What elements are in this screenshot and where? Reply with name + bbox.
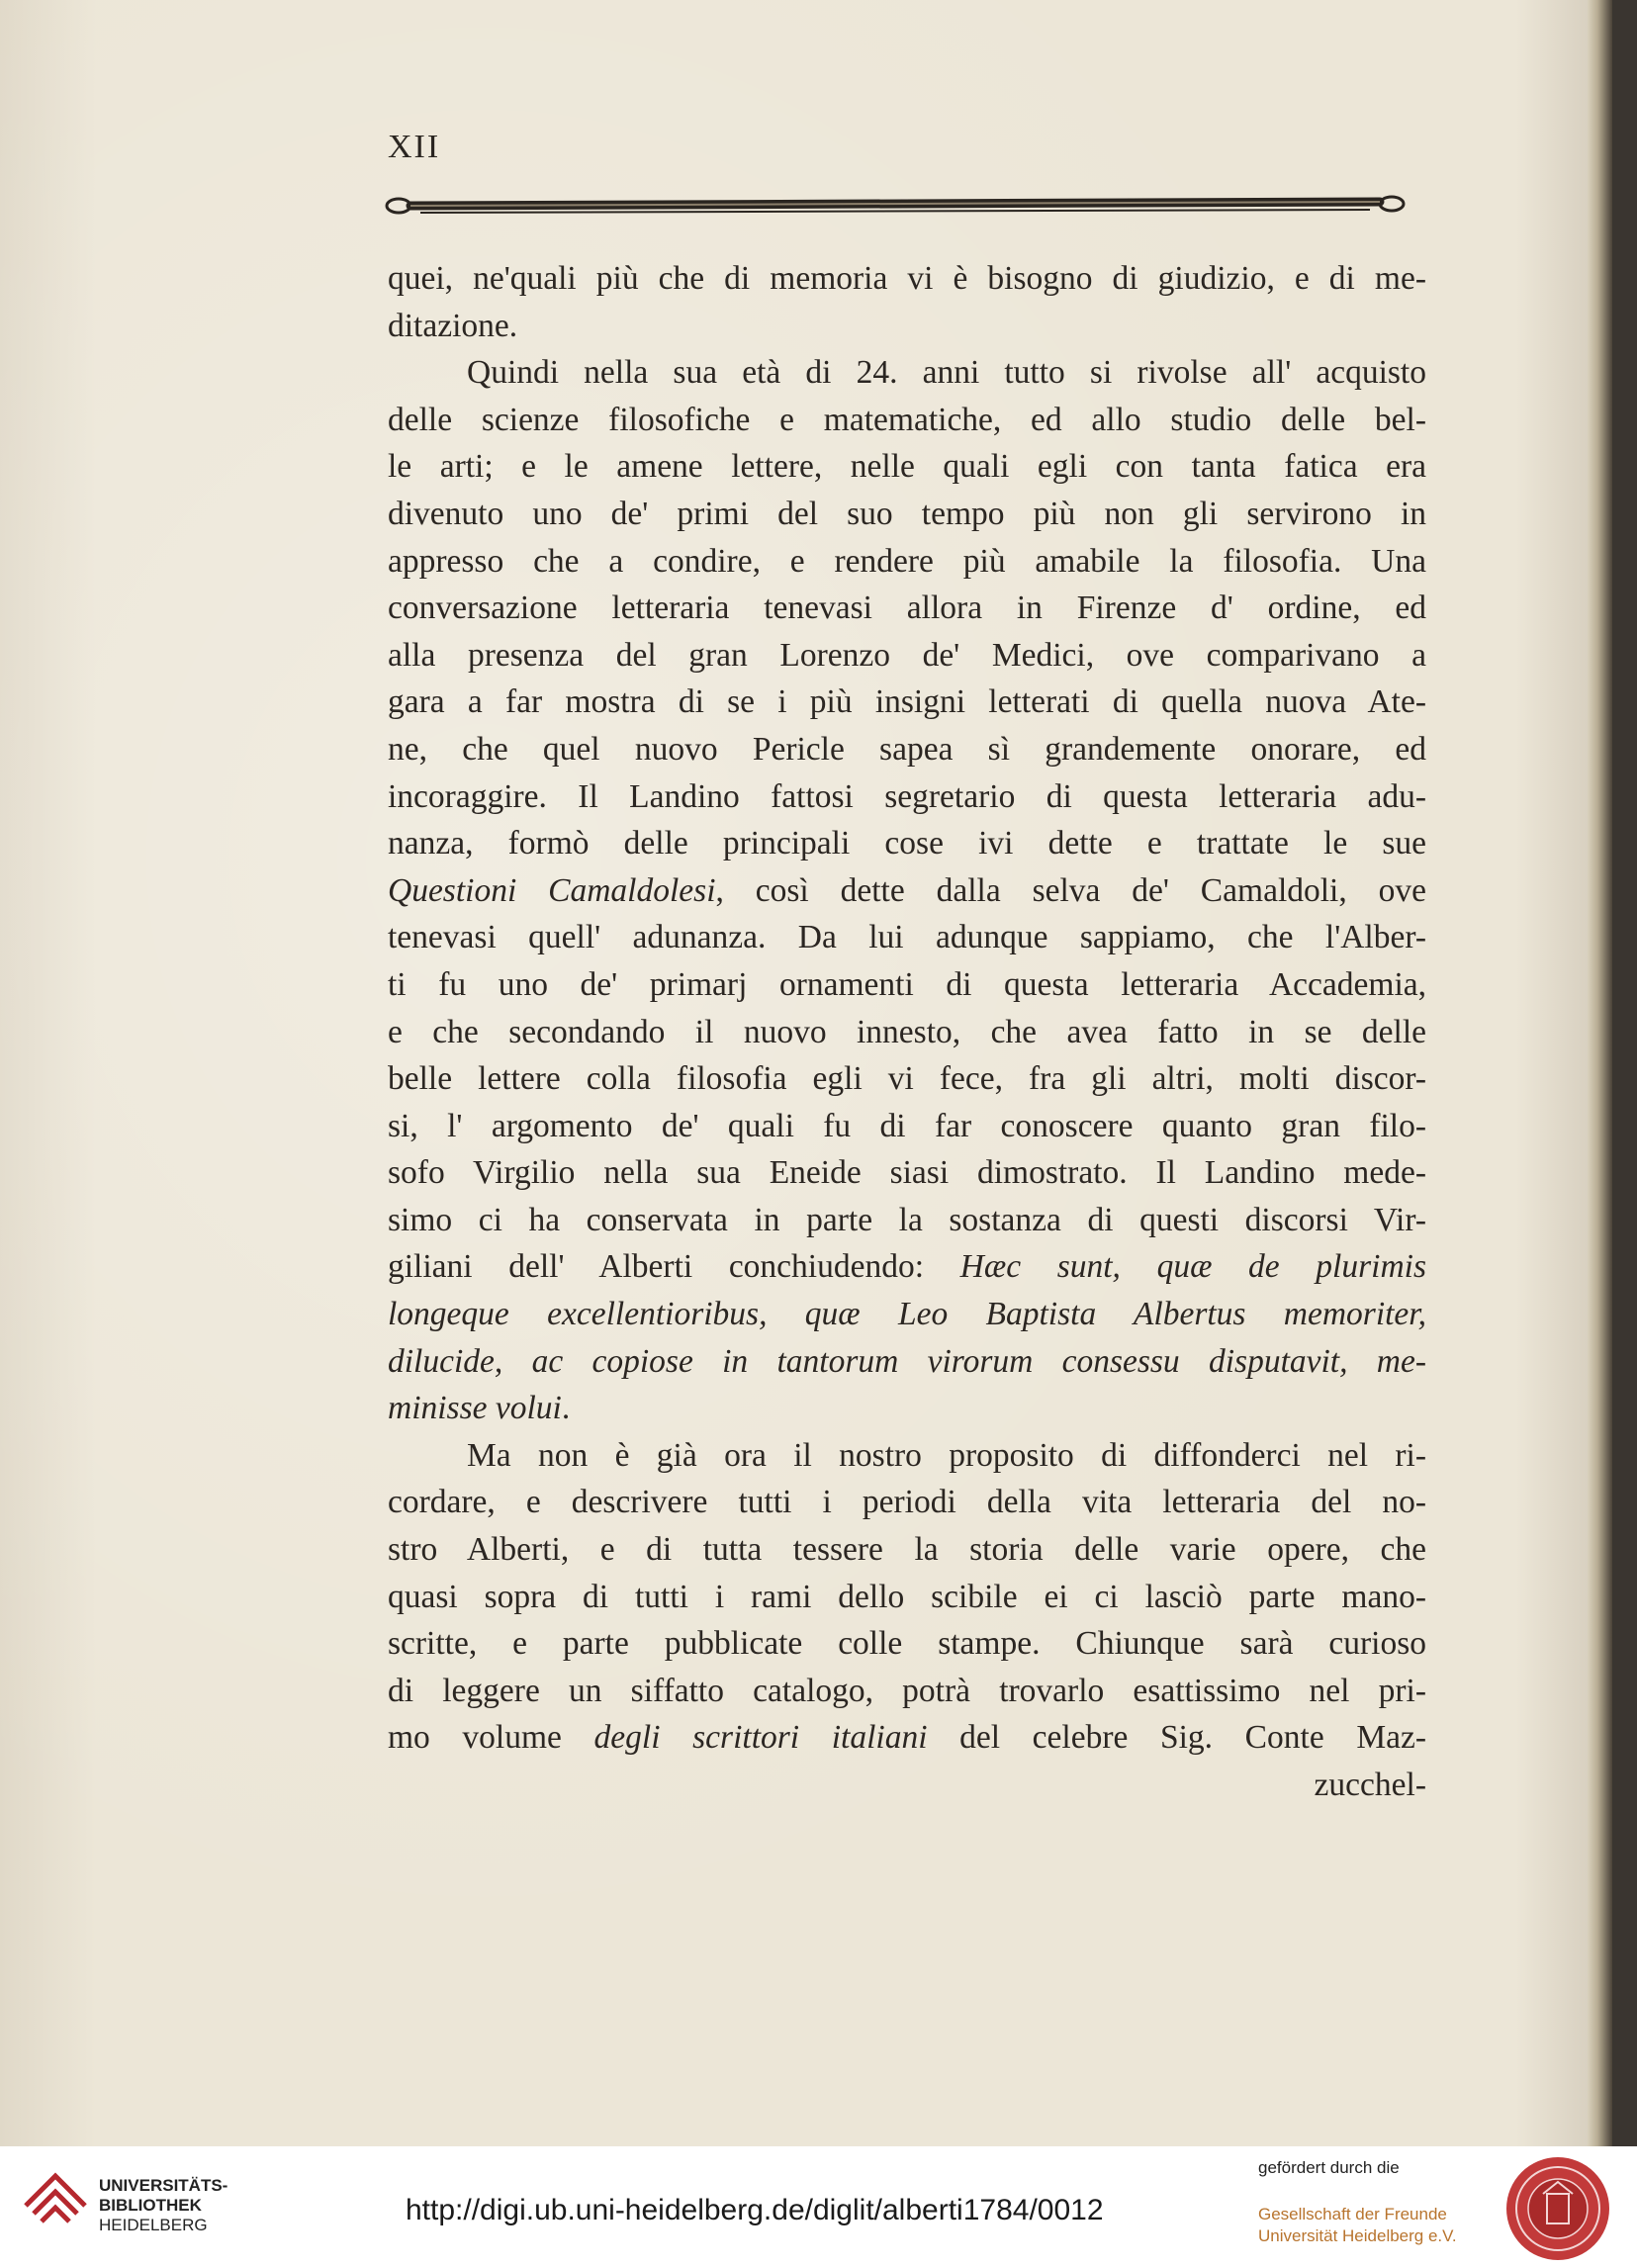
text-span: sofo Virgilio nella sua Eneide siasi dimostrato. Il Landino mede- [388,1154,1426,1192]
ub-logo-icon [16,2166,95,2245]
text-span: gara a far mostra di se i più insigni letterati di quella nuova Ate- [388,683,1426,721]
italic-span: longeque excellentioribus, quæ Leo Baptista Albertus memoriter, [388,1296,1426,1333]
text-line [388,585,1426,632]
text-span: quei, ne'quali più che di memoria vi è bisogno di giudizio, e di me- [388,260,1426,297]
body-text [388,255,1426,1809]
text-line [388,1714,1426,1762]
italic-span: dilucide, ac copiose in tantorum virorum consessu disputavit, me- [388,1342,1426,1380]
text-line [388,773,1426,821]
text-span: ti fu uno de' primarj ornamenti di questa letteraria Accademia, [388,965,1426,1003]
text-span: zucchel- [1314,1767,1426,1803]
text-span: mo volume [388,1719,594,1757]
text-line [388,1574,1426,1621]
text-line [388,1149,1426,1197]
page-number: XII [388,129,441,165]
text-line [388,538,1426,586]
text-line [388,397,1426,444]
text-span: appresso che a condire, e rendere più amabile la filosofia. Una [388,542,1426,580]
text-span: quasi sopra di tutti i rami dello scibile ei ci lasciò parte mano- [388,1578,1426,1615]
text-span: Ma non è già ora il nostro proposito di diffonderci nel ri- [467,1436,1426,1474]
italic-span: Questioni Camaldolesi [388,871,716,909]
footer-bar [0,2146,1637,2268]
text-span: ditazione. [388,307,518,344]
library-line-2: BIBLIOTHEK [99,2196,202,2215]
text-span: tenevasi quell' adunanza. Da lui adunque sappiamo, che l'Alber- [388,919,1426,956]
text-line [388,1055,1426,1103]
ornamental-rule [381,186,1410,226]
text-line [388,1762,1426,1809]
text-line [388,1526,1426,1574]
text-line [388,443,1426,491]
text-line [388,820,1426,867]
text-line [388,349,1426,397]
text-line [388,1103,1426,1150]
text-line [388,303,1426,350]
text-line [388,867,1426,915]
text-span: cordare, e descrivere tutti i periodi della vita letteraria del no- [388,1484,1426,1521]
text-line [388,679,1426,726]
text-span: divenuto uno de' primi del suo tempo più non gli servirono in [388,495,1426,532]
library-line-1: UNIVERSITÄTS- [99,2176,228,2195]
sponsor-line-1: Gesellschaft der Freunde [1258,2205,1447,2223]
text-span: delle scienze filosofiche e matematiche, ed allo studio delle bel- [388,401,1426,438]
sponsor-label: gefördert durch die [1258,2158,1400,2177]
text-span: Quindi nella sua età di 24. anni tutto si rivolse all' acquisto [467,354,1426,392]
text-span: del celebre Sig. Conte Maz- [927,1719,1426,1757]
library-line-3: HEIDELBERG [99,2216,208,2234]
text-span: . [561,1390,571,1427]
university-seal-icon [1503,2154,1612,2263]
text-line [388,255,1426,303]
text-line [388,1479,1426,1526]
text-span: si, l' argomento de' quali fu di far conoscere quanto gran filo- [388,1107,1426,1144]
text-line [388,726,1426,773]
italic-span: degli scrittori italiani [593,1719,928,1757]
text-span: belle lettere colla filosofia egli vi fece, fra gli altri, molti discor- [388,1060,1426,1098]
text-span: simo ci ha conservata in parte la sostanza di questi discorsi Vir- [388,1201,1426,1238]
sponsor-line-2: Universität Heidelberg e.V. [1258,2226,1457,2245]
text-line [388,1291,1426,1338]
text-span: incoraggire. Il Landino fattosi segretario di questa letteraria adu- [388,777,1426,815]
text-span: ne, che quel nuovo Pericle sapea sì grandemente onorare, ed [388,730,1426,768]
text-span: scritte, e parte pubblicate colle stampe. Chiunque sarà curioso [388,1625,1426,1663]
permalink-url[interactable]: http://digi.ub.uni-heidelberg.de/diglit/alberti1784/0012 [406,2194,1104,2226]
text-line [388,1620,1426,1668]
text-line [388,961,1426,1009]
text-line [388,632,1426,680]
text-line [388,1432,1426,1480]
text-line [388,1385,1426,1432]
text-line [388,914,1426,961]
text-line [388,1197,1426,1244]
text-span: e che secondando il nuovo innesto, che avea fatto in se delle [388,1013,1426,1050]
text-span: conversazione letteraria tenevasi allora in Firenze d' ordine, ed [388,590,1426,627]
library-name [99,2176,227,2235]
text-span: nanza, formò delle principali cose ivi dette e trattate le sue [388,825,1426,862]
italic-span: minisse volui [388,1390,562,1427]
sponsor-name [1258,2204,1457,2247]
text-span: di leggere un siffatto catalogo, potrà trovarlo esattissimo nel pri- [388,1672,1426,1709]
text-line [388,1243,1426,1291]
text-span: alla presenza del gran Lorenzo de' Medici, ove comparivano a [388,636,1426,674]
text-line [388,1668,1426,1715]
text-line [388,1009,1426,1056]
page-edge [1588,0,1612,2146]
text-span: giliani dell' Alberti conchiudendo: [388,1248,960,1286]
text-line [388,491,1426,538]
text-span: le arti; e le amene lettere, nelle quali egli con tanta fatica era [388,448,1426,486]
text-span: stro Alberti, e di tutta tessere la storia delle varie opere, che [388,1531,1426,1569]
italic-span: Hæc sunt, quæ de plurimis [959,1248,1426,1286]
text-span: , così dette dalla selva de' Camaldoli, ove [715,871,1426,909]
text-line [388,1338,1426,1386]
